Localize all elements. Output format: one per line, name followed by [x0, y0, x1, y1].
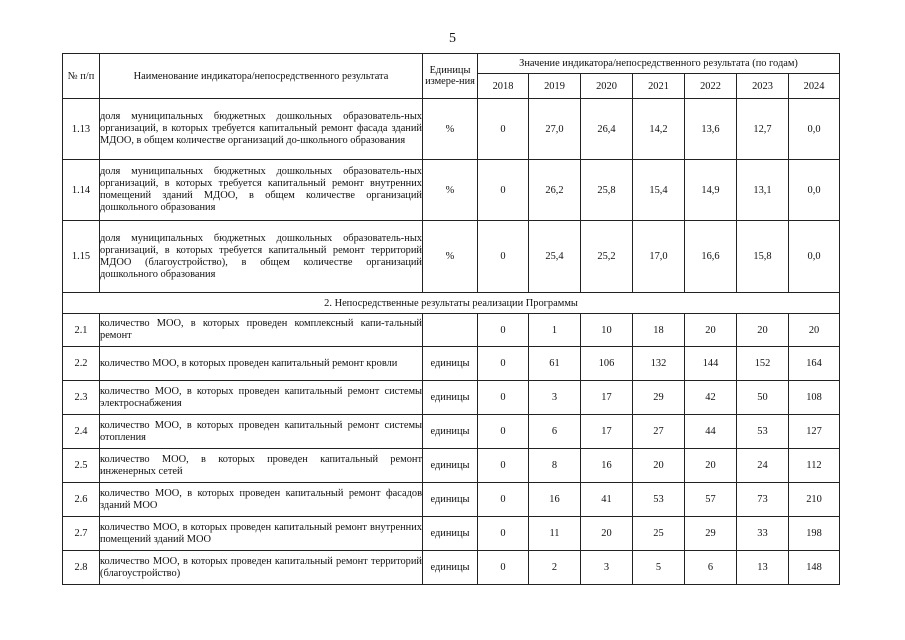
row-value: 27	[633, 415, 685, 449]
row-num: 2.3	[63, 381, 100, 415]
row-value: 13,1	[737, 160, 789, 221]
row-value: 24	[737, 449, 789, 483]
row-value: 3	[529, 381, 581, 415]
header-year: 2020	[581, 74, 633, 99]
row-value: 3	[581, 551, 633, 585]
row-value: 25,8	[581, 160, 633, 221]
row-value: 25,4	[529, 221, 581, 293]
row-unit: единицы	[423, 415, 478, 449]
row-value: 42	[685, 381, 737, 415]
row-value: 13,6	[685, 99, 737, 160]
row-value: 106	[581, 347, 633, 381]
row-value: 25,2	[581, 221, 633, 293]
row-value: 112	[789, 449, 840, 483]
row-value: 0	[478, 483, 529, 517]
row-num: 2.5	[63, 449, 100, 483]
table-row	[63, 449, 840, 483]
row-value: 0,0	[789, 160, 840, 221]
row-num: 1.15	[63, 221, 100, 293]
row-value: 14,2	[633, 99, 685, 160]
header-year: 2018	[478, 74, 529, 99]
table-row	[63, 483, 840, 517]
row-num: 2.4	[63, 415, 100, 449]
table-row	[63, 314, 840, 347]
row-name: доля муниципальных бюджетных дошкольных образователь-ных организаций, в которых требуется капитальный ремонт внутренних помещений зданий МДОО, в общем количестве организаций дошкольного образования	[100, 160, 423, 221]
header-units: Единицы измере-ния	[423, 54, 478, 99]
row-value: 0	[478, 517, 529, 551]
row-unit: %	[423, 221, 478, 293]
row-unit: %	[423, 99, 478, 160]
table-row	[63, 221, 840, 293]
row-value: 16	[581, 449, 633, 483]
row-value: 27,0	[529, 99, 581, 160]
row-name: количество МОО, в которых проведен капитальный ремонт внутренних помещений зданий МОО	[100, 517, 423, 551]
row-value: 108	[789, 381, 840, 415]
row-value: 20	[685, 449, 737, 483]
row-value: 0,0	[789, 221, 840, 293]
row-num: 1.13	[63, 99, 100, 160]
row-value: 0	[478, 381, 529, 415]
row-value: 0	[478, 314, 529, 347]
row-value: 0	[478, 415, 529, 449]
table-row	[63, 160, 840, 221]
row-num: 2.1	[63, 314, 100, 347]
row-value: 210	[789, 483, 840, 517]
row-value: 15,4	[633, 160, 685, 221]
row-value: 0	[478, 347, 529, 381]
row-value: 0	[478, 221, 529, 293]
row-value: 0	[478, 99, 529, 160]
row-name: доля муниципальных бюджетных дошкольных образователь-ных организаций, в которых требуется капитальный ремонт фасада зданий МДОО, в общем количестве организаций до-школьного образования	[100, 99, 423, 160]
header-name: Наименование индикатора/непосредственного результата	[100, 54, 423, 99]
row-value: 8	[529, 449, 581, 483]
row-value: 1	[529, 314, 581, 347]
row-value: 61	[529, 347, 581, 381]
row-value: 53	[633, 483, 685, 517]
row-unit: единицы	[423, 381, 478, 415]
page-number: 5	[449, 31, 456, 46]
row-value: 26,2	[529, 160, 581, 221]
row-value: 20	[789, 314, 840, 347]
indicator-table	[62, 53, 840, 585]
row-value: 13	[737, 551, 789, 585]
row-name: количество МОО, в которых проведен капитальный ремонт территорий (благоустройство)	[100, 551, 423, 585]
row-name: количество МОО, в которых проведен капитальный ремонт системы электроснабжения	[100, 381, 423, 415]
header-year: 2019	[529, 74, 581, 99]
row-num: 2.6	[63, 483, 100, 517]
row-value: 73	[737, 483, 789, 517]
row-num: 1.14	[63, 160, 100, 221]
header-num: № п/п	[63, 54, 100, 99]
row-name: количество МОО, в которых проведен комплексный капи-тальный ремонт	[100, 314, 423, 347]
row-value: 6	[685, 551, 737, 585]
row-unit: единицы	[423, 551, 478, 585]
row-name: количество МОО, в которых проведен капитальный ремонт кровли	[100, 347, 423, 381]
row-name: количество МОО, в которых проведен капитальный ремонт системы отопления	[100, 415, 423, 449]
row-value: 0	[478, 160, 529, 221]
row-value: 29	[685, 517, 737, 551]
row-value: 41	[581, 483, 633, 517]
row-value: 6	[529, 415, 581, 449]
row-value: 15,8	[737, 221, 789, 293]
row-name: количество МОО, в которых проведен капитальный ремонт инженерных сетей	[100, 449, 423, 483]
table-row	[63, 415, 840, 449]
row-value: 20	[633, 449, 685, 483]
row-value: 127	[789, 415, 840, 449]
row-value: 2	[529, 551, 581, 585]
row-unit: единицы	[423, 449, 478, 483]
row-value: 57	[685, 483, 737, 517]
row-value: 152	[737, 347, 789, 381]
row-value: 29	[633, 381, 685, 415]
row-value: 0	[478, 449, 529, 483]
table-row	[63, 517, 840, 551]
row-num: 2.2	[63, 347, 100, 381]
header-row-top	[63, 54, 840, 74]
row-num: 2.8	[63, 551, 100, 585]
row-value: 14,9	[685, 160, 737, 221]
row-unit: единицы	[423, 517, 478, 551]
header-year: 2023	[737, 74, 789, 99]
row-value: 12,7	[737, 99, 789, 160]
row-value: 17,0	[633, 221, 685, 293]
row-value: 10	[581, 314, 633, 347]
row-value: 17	[581, 415, 633, 449]
header-year: 2021	[633, 74, 685, 99]
table-row	[63, 551, 840, 585]
row-value: 16	[529, 483, 581, 517]
header-year: 2024	[789, 74, 840, 99]
table-row	[63, 381, 840, 415]
row-value: 148	[789, 551, 840, 585]
row-value: 20	[581, 517, 633, 551]
row-value: 144	[685, 347, 737, 381]
row-value: 53	[737, 415, 789, 449]
row-name: количество МОО, в которых проведен капитальный ремонт фасадов зданий МОО	[100, 483, 423, 517]
row-value: 26,4	[581, 99, 633, 160]
row-value: 20	[737, 314, 789, 347]
row-value: 44	[685, 415, 737, 449]
table-row	[63, 347, 840, 381]
header-values-group: Значение индикатора/непосредственного результата (по годам)	[478, 54, 840, 74]
row-value: 11	[529, 517, 581, 551]
row-unit: единицы	[423, 483, 478, 517]
row-value: 5	[633, 551, 685, 585]
row-value: 0	[478, 551, 529, 585]
row-value: 0,0	[789, 99, 840, 160]
row-name: доля муниципальных бюджетных дошкольных образователь-ных организаций, в которых требуется капитальный ремонт территорий МДОО (благоустройство), в общем количестве организаций дошкольного образования	[100, 221, 423, 293]
row-value: 18	[633, 314, 685, 347]
row-value: 33	[737, 517, 789, 551]
row-value: 17	[581, 381, 633, 415]
row-value: 132	[633, 347, 685, 381]
header-year: 2022	[685, 74, 737, 99]
row-unit	[423, 314, 478, 347]
row-value: 25	[633, 517, 685, 551]
row-num: 2.7	[63, 517, 100, 551]
row-unit: единицы	[423, 347, 478, 381]
section-row	[63, 293, 840, 314]
row-value: 50	[737, 381, 789, 415]
row-unit: %	[423, 160, 478, 221]
section-title: 2. Непосредственные результаты реализации Программы	[63, 293, 840, 314]
row-value: 16,6	[685, 221, 737, 293]
row-value: 198	[789, 517, 840, 551]
table-row	[63, 99, 840, 160]
row-value: 20	[685, 314, 737, 347]
row-value: 164	[789, 347, 840, 381]
